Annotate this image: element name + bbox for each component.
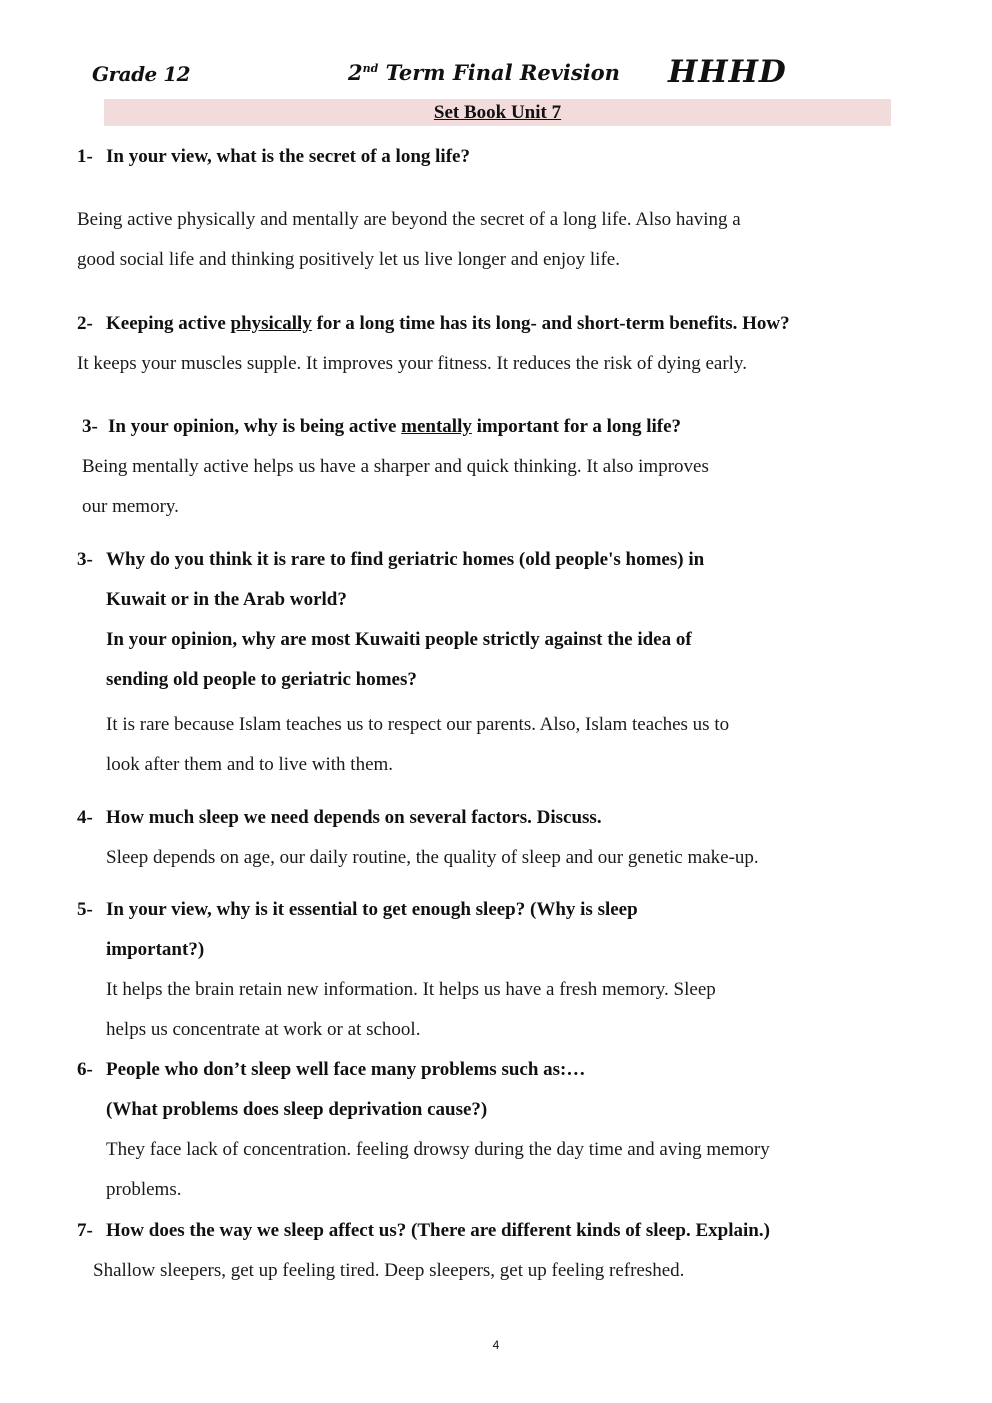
page-number: 4 [492,1338,500,1352]
question-text-end: for a long time has its long- and short-term benefits. How? [311,313,790,334]
term-title [348,60,620,85]
answer-3b-line-2: look after them and to live with them. [106,754,394,775]
answer-6-line-2: problems. [106,1179,182,1200]
unit-title: Set Book Unit 7 [433,102,562,123]
page-header [0,52,992,100]
question-2 [77,304,790,344]
author-initials: HHHD [668,54,787,90]
answer-5-line-1: It helps the brain retain new information. It helps us have a fresh memory. Sleep [106,979,716,1000]
answer-3a-line-2: our memory. [82,496,179,517]
question-number: 2- [77,313,93,334]
question-text: In your view, what is the secret of a long life? [106,146,470,167]
question-4 [77,798,602,838]
question-text: How much sleep we need depends on several factors. Discuss. [106,807,602,828]
term-suffix: nd [362,62,379,75]
question-number: 4- [77,807,93,828]
question-3b-line-3: In your opinion, why are most Kuwaiti people strictly against the idea of [106,629,692,650]
question-text-start: In your opinion, why is being active [108,416,402,437]
answer-1-line-1: Being active physically and mentally are beyond the secret of a long life. Also having a [77,209,741,230]
question-line-1: Why do you think it is rare to find geriatric homes (old people's homes) in [106,549,705,570]
question-line-1: People who don’t sleep well face many problems such as:… [106,1059,586,1080]
unit-title-bar [104,99,891,126]
question-6 [77,1050,585,1090]
answer-7-line-1: Shallow sleepers, get up feeling tired. Deep sleepers, get up feeling refreshed. [93,1260,685,1281]
question-number: 1- [77,146,93,167]
question-3a [82,407,681,447]
answer-1-line-2: good social life and thinking positively let us live longer and enjoy life. [77,249,620,270]
question-7 [77,1211,770,1251]
question-text-end: important for a long life? [471,416,682,437]
answer-3a-line-1: Being mentally active helps us have a sharper and quick thinking. It also improves [82,456,709,477]
question-3b-line-4: sending old people to geriatric homes? [106,669,417,690]
question-6-line-2: (What problems does sleep deprivation cause?) [106,1099,488,1120]
question-3b [77,540,704,580]
question-number: 3- [77,549,93,570]
question-text-start: Keeping active [106,313,231,334]
question-line-1: In your view, why is it essential to get enough sleep? (Why is sleep [106,899,638,920]
question-1 [77,137,470,177]
term-prefix: 2 [348,60,363,85]
answer-2-line-1: It keeps your muscles supple. It improves your fitness. It reduces the risk of dying early. [77,353,747,374]
grade-label: Grade 12 [92,62,191,86]
answer-4-line-1: Sleep depends on age, our daily routine, the quality of sleep and our genetic make-up. [106,847,759,868]
question-emphasis: physically [230,313,312,334]
question-3b-line-2: Kuwait or in the Arab world? [106,589,347,610]
question-number: 5- [77,899,93,920]
question-emphasis: mentally [401,416,472,437]
term-rest: Term Final Revision [378,60,620,85]
question-text: How does the way we sleep affect us? (There are different kinds of sleep. Explain.) [106,1220,770,1241]
question-number: 6- [77,1059,93,1080]
question-5 [77,890,638,930]
answer-3b-line-1: It is rare because Islam teaches us to respect our parents. Also, Islam teaches us to [106,714,730,735]
answer-6-line-1: They face lack of concentration. feeling drowsy during the day time and aving memory [106,1139,770,1160]
question-5-line-2: important?) [106,939,205,960]
answer-5-line-2: helps us concentrate at work or at school. [106,1019,421,1040]
question-number: 7- [77,1220,93,1241]
question-number: 3- [82,416,98,437]
